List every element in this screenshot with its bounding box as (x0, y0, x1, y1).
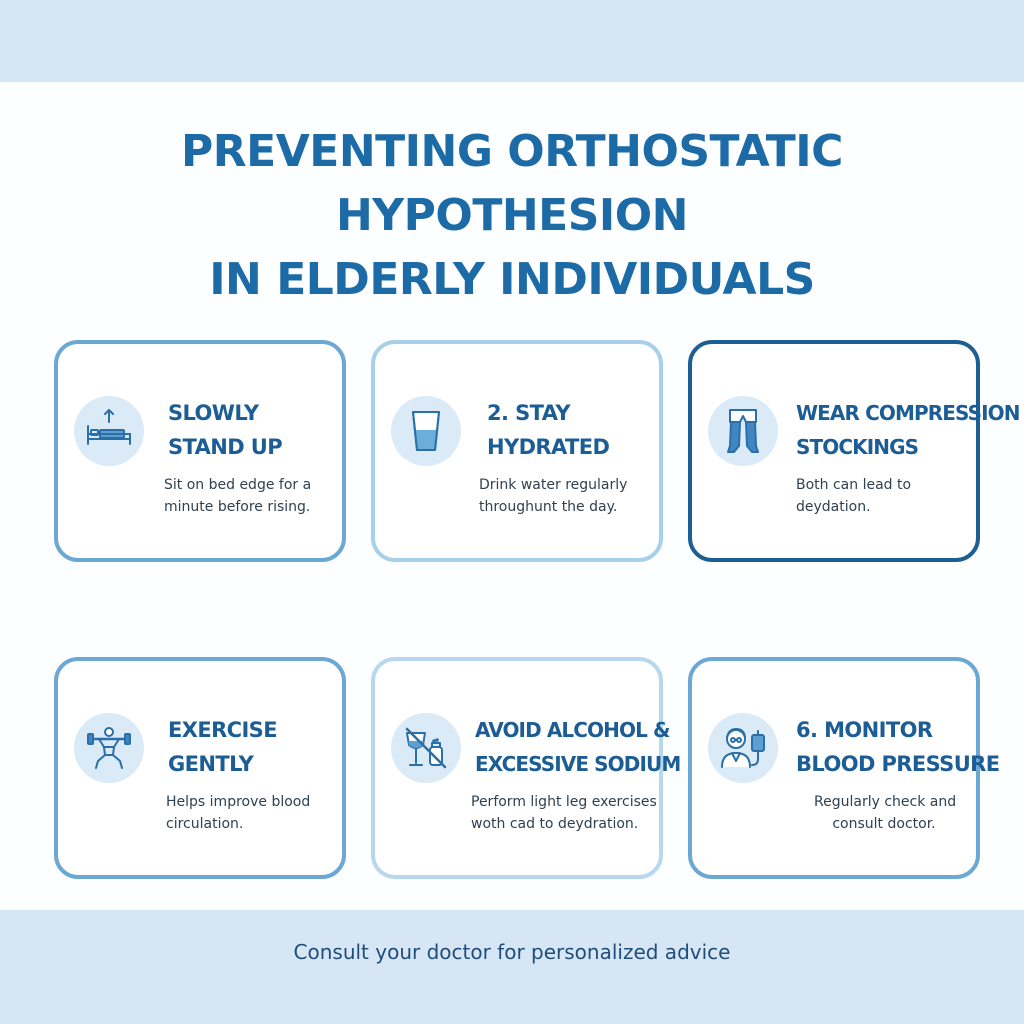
doctor-bp-monitor-icon (708, 713, 778, 783)
card-description: Drink water regularly throughunt the day. (479, 477, 628, 515)
weightlifting-icon (74, 713, 144, 783)
card-description: Perform light leg exercises woth cad to deydration. (471, 794, 657, 832)
footer-text: Consult your doctor for personalized advice (293, 940, 731, 964)
card-description: Regularly check and consult doctor. (814, 794, 957, 832)
tip-card-compression (688, 340, 1020, 562)
footer-banner (0, 910, 1024, 1024)
water-glass-icon (391, 396, 461, 466)
card-title: 6. MONITOR BLOOD PRESSURE (796, 718, 1000, 776)
card-title: 2. STAY HYDRATED (487, 401, 610, 459)
card-title: EXERCISE GENTLY (168, 718, 277, 776)
card-description: Both can lead to deydation. (796, 477, 912, 515)
card-description: Helps improve blood circulation. (166, 794, 311, 832)
tip-card-stand-up (54, 340, 346, 562)
title-line-2: IN ELDERLY INDIVIDUALS (209, 254, 815, 305)
bed-arrow-icon (74, 396, 144, 466)
no-wine-salt-icon (391, 713, 461, 783)
tip-card-exercise (54, 657, 346, 879)
title-line-1: PREVENTING ORTHOSTATIC HYPOTHESION (181, 126, 843, 241)
page-title (0, 120, 1024, 312)
top-banner (0, 0, 1024, 82)
stockings-icon (708, 396, 778, 466)
card-title: WEAR COMPRESSION STOCKINGS (796, 401, 1020, 459)
card-title: AVOID ALCOHOL & EXCESSIVE SODIUM (475, 718, 681, 776)
card-description: Sit on bed edge for a minute before rising. (164, 477, 312, 515)
tip-card-hydrated (371, 340, 663, 562)
tip-card-monitor-bp (688, 657, 1000, 879)
tip-card-avoid-alcohol (371, 657, 681, 879)
card-title: SLOWLY STAND UP (168, 401, 283, 459)
